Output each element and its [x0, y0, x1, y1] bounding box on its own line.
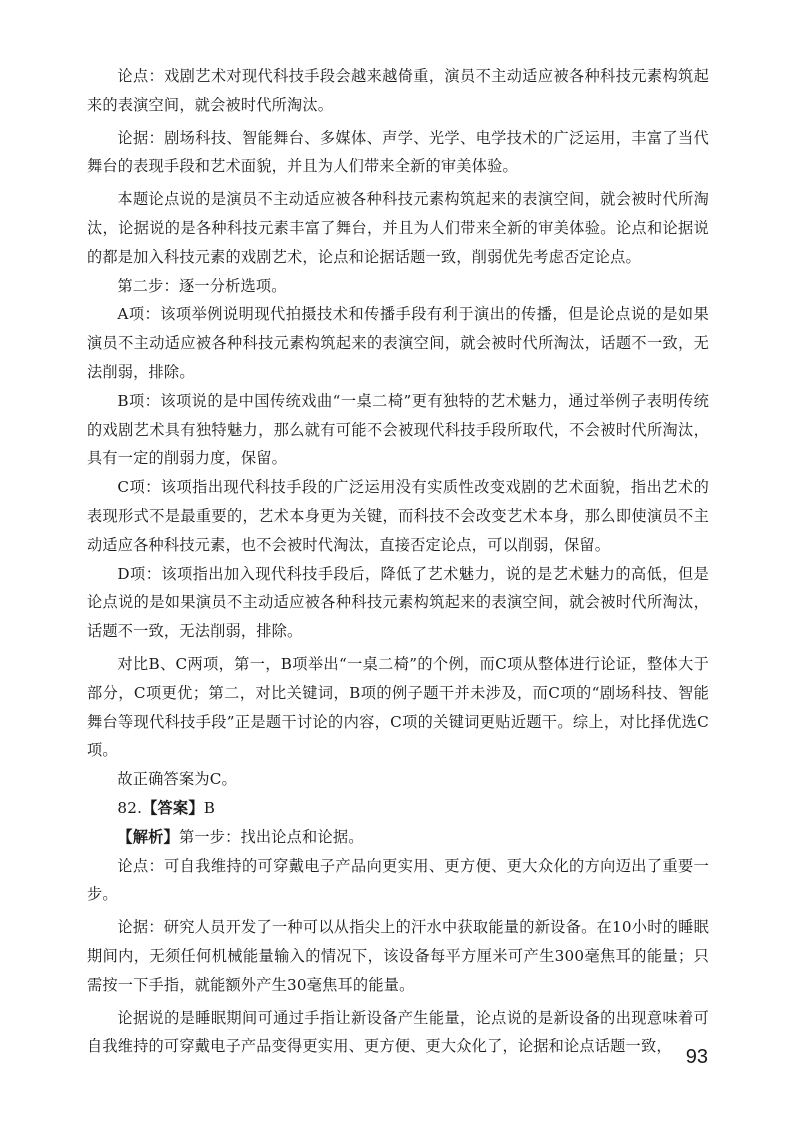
paragraph-option-a: A项：该项举例说明现代拍摄技术和传播手段有利于演出的传播，但是论点说的是如果演员不主动适应被各种科技元素构筑起来的表演空间，就会被时代所淘汰，话题不一致，无法削弱，排除。 — [87, 305, 709, 381]
page-number: 93 — [685, 1046, 708, 1068]
question-number: 82. — [117, 798, 143, 817]
paragraph-analysis: 本题论点说的是演员不主动适应被各种科技元素构筑起来的表演空间，就会被时代所淘汰，论据说的是各种科技元素丰富了舞台，并且为人们带来全新的审美体验。论点和论据说的都是加入科技元素的戏剧艺术，论点和论据话题一致，削弱优先考虑否定论点。 — [87, 190, 709, 266]
paragraph-82-analysis: 论据说的是睡眠期间可通过手指让新设备产生能量，论点说的是新设备的出现意味着可自我维持的可穿戴电子产品变得更实用、更方便、更大众化了，论据和论点话题一致， — [87, 1008, 709, 1056]
paragraph-argument: 论点：戏剧艺术对现代科技手段会越来越倚重，演员不主动适应被各种科技元素构筑起来的表演空间，就会被时代所淘汰。 — [87, 67, 709, 114]
analysis-label: 【解析】 — [117, 827, 179, 846]
document-body — [87, 62, 709, 1061]
question-82-answer — [87, 794, 709, 823]
analysis-text: 第一步：找出论点和论据。 — [178, 827, 364, 846]
answer-value: B — [203, 798, 216, 817]
paragraph-option-b: B项：该项说的是中国传统戏曲“一桌二椅”更有独特的艺术魅力，通过举例子表明传统的戏剧艺术具有独特魅力，那么就有可能不会被现代科技手段所取代，不会被时代所淘汰，具有一定的削弱力度，保留。 — [87, 391, 709, 468]
paragraph-option-c: C项：该项指出现代科技手段的广泛运用没有实质性改变戏剧的艺术面貌，指出艺术的表现形式不是最重要的，艺术本身更为关键，而科技不会改变艺术本身，那么即使演员不主动适应各种科技元素，也不会被时代淘汰，直接否定论点，可以削弱，保留。 — [87, 478, 709, 554]
paragraph-option-d: D项：该项指出加入现代科技手段后，降低了艺术魅力，说的是艺术魅力的高低，但是论点说的是如果演员不主动适应被各种科技元素构筑起来的表演空间，就会被时代所淘汰，话题不一致，无法削弱，排除。 — [87, 564, 709, 641]
paragraph-82-evidence: 论据：研究人员开发了一种可以从指尖上的汗水中获取能量的新设备。在10小时的睡眠期间内，无须任何机械能量输入的情况下，该设备每平方厘米可产生300毫焦耳的能量；只需按一下手指，就能额外产生30毫焦耳的能量。 — [87, 918, 709, 994]
answer-label: 【答案】 — [142, 798, 204, 817]
paragraph-conclusion: 故正确答案为C。 — [117, 770, 237, 789]
paragraph-82-argument: 论点：可自我维持的可穿戴电子产品向更实用、更方便、更大众化的方向迈出了重要一步。 — [87, 856, 709, 904]
paragraph-comparison: 对比B、C两项，第一，B项举出“一桌二椅”的个例，而C项从整体进行论证，整体大于部分，C项更优；第二，对比关键词，B项的例子题干并未涉及，而C项的“剧场科技、智能舞台等现代科技手段”正是题干讨论的内容，C项的关键词更贴近题干。综上，对比择优选C项。 — [87, 654, 709, 760]
paragraph-step-two: 第二步：逐一分析选项。 — [117, 276, 287, 295]
paragraph-evidence: 论据：剧场科技、智能舞台、多媒体、声学、光学、电学技术的广泛运用，丰富了当代舞台的表现手段和艺术面貌，并且为人们带来全新的审美体验。 — [87, 128, 709, 176]
question-82-analysis — [87, 823, 709, 852]
